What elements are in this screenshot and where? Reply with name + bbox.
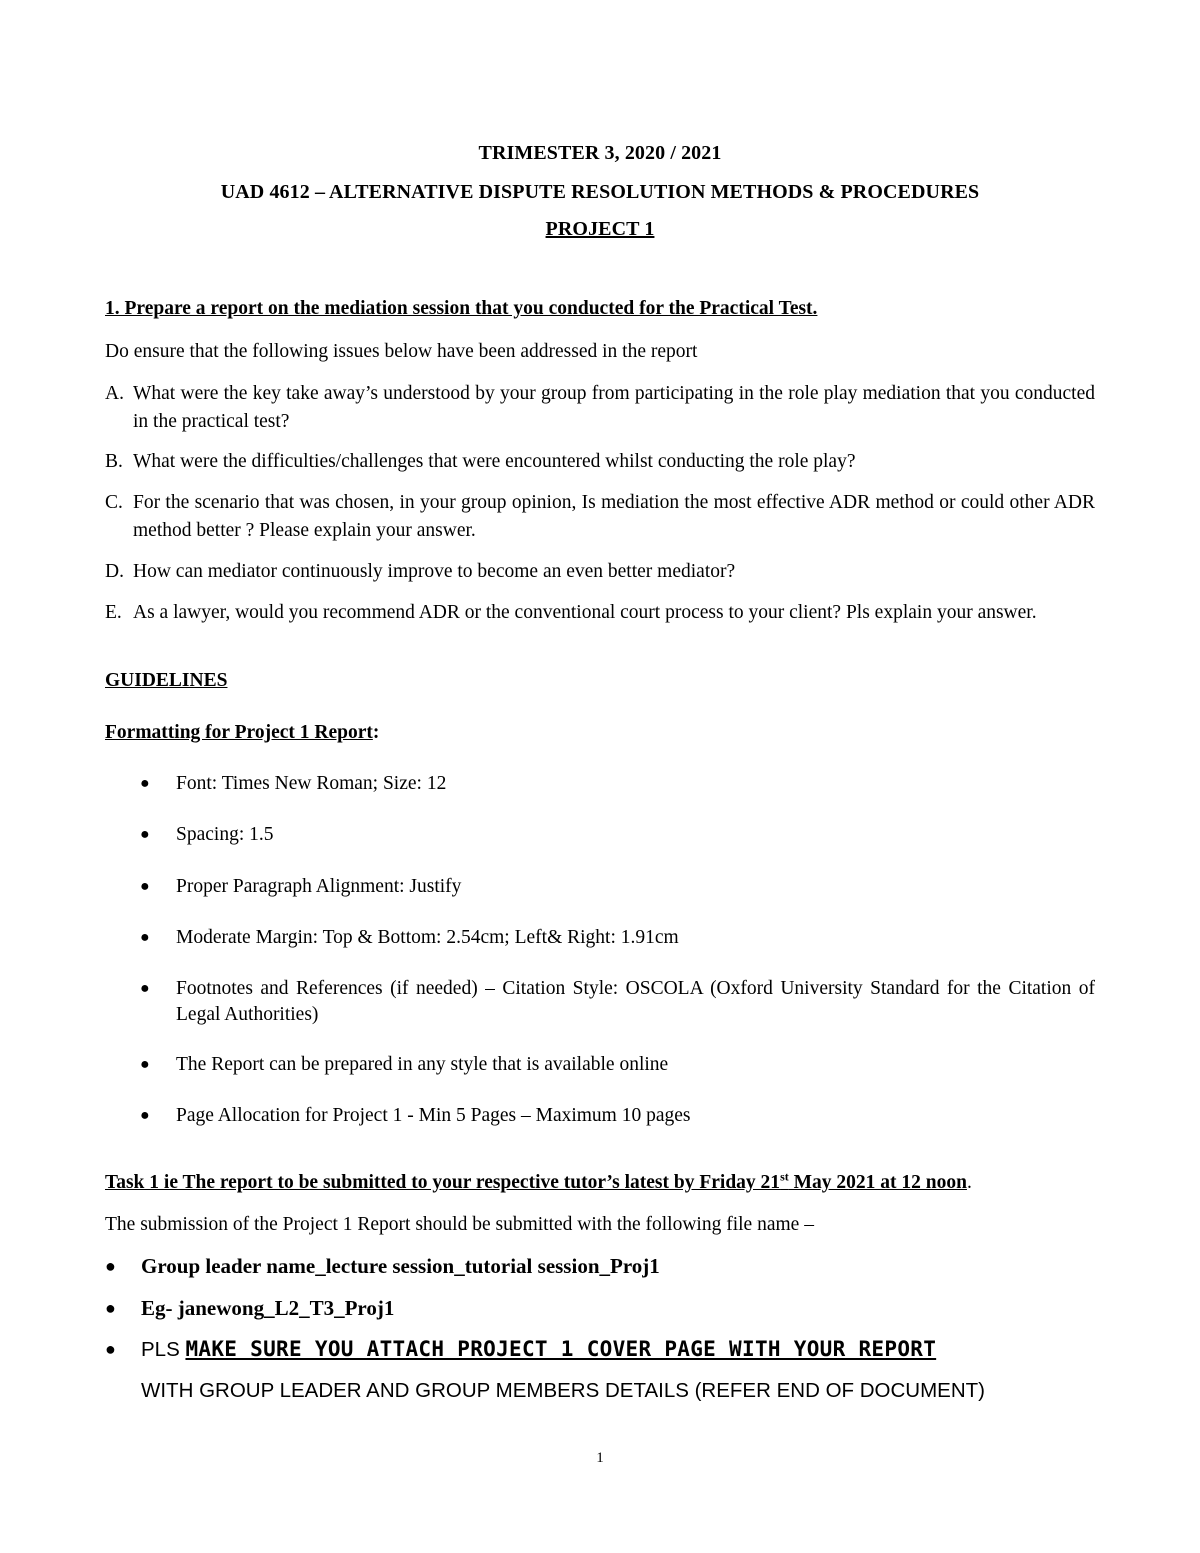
trimester-title: TRIMESTER 3, 2020 / 2021 (478, 142, 722, 164)
item-letter: C. (105, 492, 123, 513)
guideline-bullet-references (140, 976, 1095, 1028)
guideline-bullet-alignment (140, 874, 1095, 900)
question-item-e (105, 599, 1095, 627)
question-item-d (105, 558, 1095, 586)
file-name-bullet-example (105, 1293, 1095, 1323)
project-title: PROJECT 1 (545, 218, 655, 240)
bullet-text: The Report can be prepared in any style that is available online (176, 1054, 669, 1075)
task-deadline-end: . (966, 1172, 972, 1193)
bullet-spacer (105, 1376, 141, 1406)
bullet-dot-icon: ● (140, 1107, 150, 1124)
cover-page-emphasis: MAKE SURE YOU ATTACH PROJECT 1 COVER PAGE WITH YOUR REPORT (185, 1337, 937, 1361)
bullet-text: Moderate Margin: Top & Bottom: 2.54cm; Left& Right: 1.91cm (176, 927, 679, 948)
bullet-text: Proper Paragraph Alignment: Justify (176, 876, 462, 897)
item-text: What were the key take away’s understood by your group from participating in the role play mediation that you conducted in the practical test? (133, 383, 1095, 432)
item-letter: A. (105, 383, 124, 404)
task-deadline (105, 1170, 1095, 1196)
guideline-bullet-pages (140, 1103, 1095, 1129)
guidelines-heading: GUIDELINES (105, 670, 228, 691)
guideline-bullet-style (140, 1052, 1095, 1078)
task-deadline-text (105, 1169, 967, 1193)
submission-text: The submission of the Project 1 Report should be submitted with the following file name – (105, 1214, 814, 1235)
task-deadline-part1: Task 1 ie The report to be submitted to your respective tutor’s latest by Friday 21 (105, 1172, 781, 1193)
formatting-heading-wrap (105, 720, 1095, 746)
course-title: UAD 4612 – ALTERNATIVE DISPUTE RESOLUTION METHODS & PROCEDURES (220, 181, 980, 203)
task-deadline-part2: May 2021 at 12 noon (788, 1172, 967, 1193)
cover-page-continuation (105, 1376, 1095, 1406)
item-letter: E. (105, 602, 122, 623)
item-text: For the scenario that was chosen, in your group opinion, Is mediation the most effective ADR method or could other ADR method better ? Please explain your answer. (133, 492, 1095, 541)
cover-page-bullet (105, 1334, 1095, 1365)
bullet-text: Font: Times New Roman; Size: 12 (176, 773, 447, 794)
bullet-dot-icon: ● (105, 1298, 116, 1318)
bullet-dot-icon: ● (140, 980, 150, 997)
cover-page-prefix: PLS (141, 1338, 186, 1361)
task-deadline-sup: st (780, 1169, 789, 1184)
bullet-dot-icon: ● (140, 775, 150, 792)
project-title-wrap (0, 218, 1200, 241)
item-text: How can mediator continuously improve to become an even better mediator? (133, 561, 736, 582)
bullet-text: Spacing: 1.5 (176, 824, 274, 845)
cover-page-continuation-text: WITH GROUP LEADER AND GROUP MEMBERS DETAILS (REFER END OF DOCUMENT) (141, 1379, 986, 1402)
file-name-example: Eg- janewong_L2_T3_Proj1 (141, 1296, 395, 1320)
file-name-bullet-format (105, 1251, 1095, 1281)
bullet-dot-icon: ● (140, 826, 150, 843)
item-letter: B. (105, 451, 123, 472)
question-intro: Do ensure that the following issues below have been addressed in the report (105, 341, 698, 362)
question-item-b (105, 448, 1095, 476)
bullet-dot-icon: ● (105, 1339, 116, 1359)
bullet-dot-icon: ● (140, 929, 150, 946)
guideline-bullet-margin (140, 925, 1095, 951)
item-text: What were the difficulties/challenges that were encountered whilst conducting the role play? (133, 451, 856, 472)
question-item-a (105, 380, 1095, 436)
item-letter: D. (105, 561, 124, 582)
cover-page-text (141, 1334, 936, 1365)
guideline-bullet-font (140, 771, 1095, 797)
bullet-text: Footnotes and References (if needed) – Citation Style: OSCOLA (Oxford University Standard for the Citation of Legal Authorities) (176, 978, 1095, 1025)
question-heading: 1. Prepare a report on the mediation session that you conducted for the Practical Test. (105, 298, 818, 319)
file-name-format: Group leader name_lecture session_tutorial session_Proj1 (141, 1254, 660, 1278)
page-number: 1 (596, 1450, 604, 1466)
guideline-bullet-spacing (140, 822, 1095, 848)
item-text: As a lawyer, would you recommend ADR or the conventional court process to your client? Pls explain your answer. (133, 602, 1037, 623)
bullet-text: Page Allocation for Project 1 - Min 5 Pages – Maximum 10 pages (176, 1105, 691, 1126)
formatting-heading: Formatting for Project 1 Report (105, 722, 373, 743)
formatting-colon: : (372, 722, 380, 743)
question-item-c (105, 489, 1095, 545)
bullet-dot-icon: ● (140, 878, 150, 895)
bullet-dot-icon: ● (105, 1256, 116, 1276)
bullet-dot-icon: ● (140, 1056, 150, 1073)
